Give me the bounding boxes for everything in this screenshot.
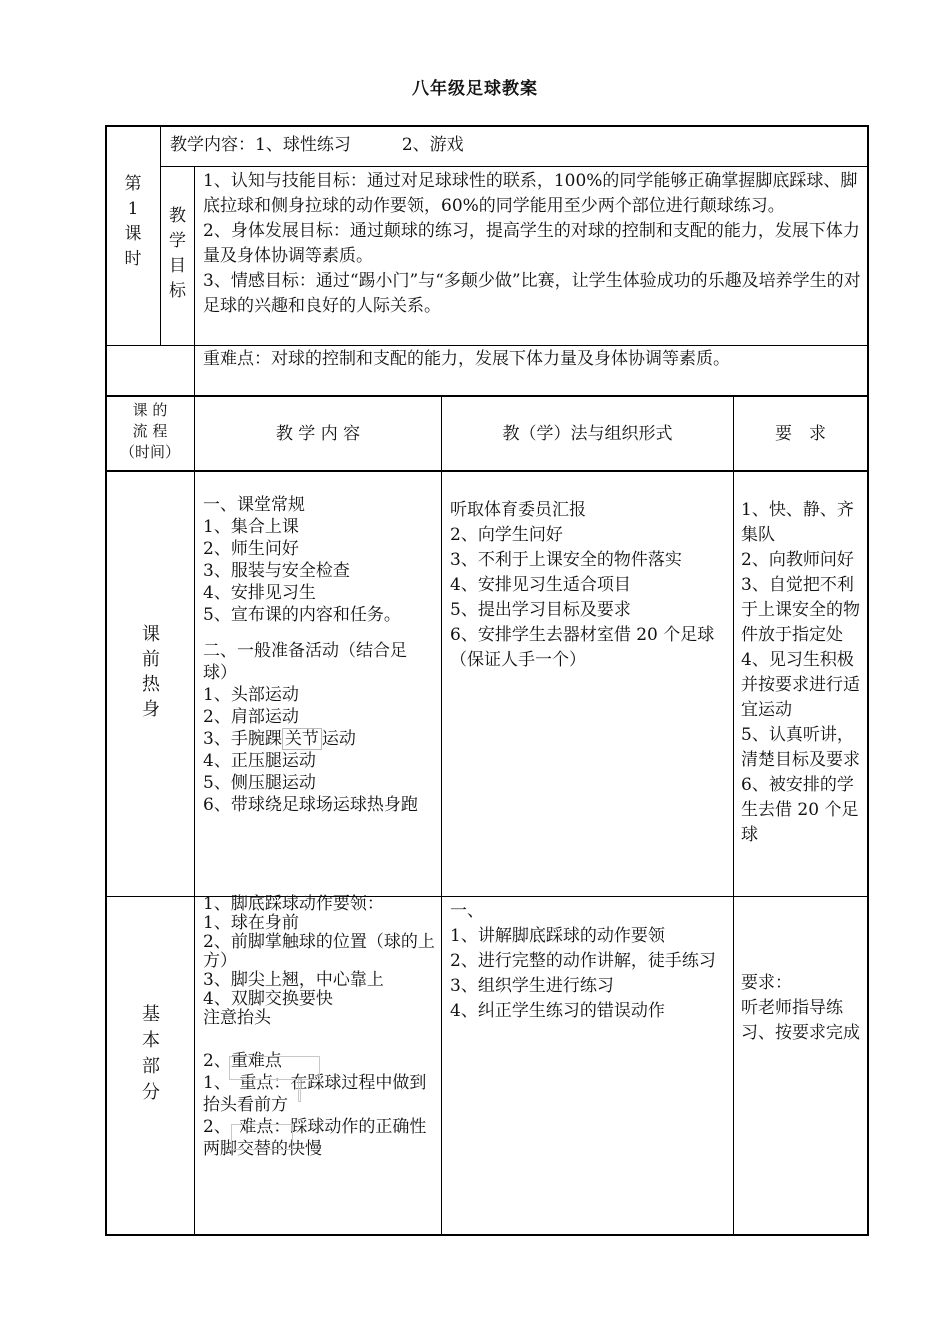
teaching-content-line: 教学内容：1、球性练习 2、游戏 xyxy=(170,135,464,155)
basic-content xyxy=(203,895,439,1160)
basic-technique-list: 1、脚底踩球动作要领： 1、球在身前 2、前脚掌触球的位置（球的上方） 3、脚尖上翘，中心靠上 4、双脚交换要快 注意抬头 xyxy=(203,894,435,1028)
divider xyxy=(733,396,734,1235)
table-border-left xyxy=(105,125,107,1236)
warmup-routine: 一、课堂常规 1、集合上课 2、师生问好 3、服装与安全检查 4、安排见习生 5、宣布课的内容和任务。 xyxy=(203,495,401,625)
warmup-item-text: 运动 xyxy=(321,729,356,749)
warmup-item-text: 3、手腕踝 xyxy=(203,729,282,749)
table-border-right xyxy=(867,125,869,1236)
divider xyxy=(106,395,868,397)
divider xyxy=(160,166,868,167)
header-requirements: 要 求 xyxy=(775,424,826,444)
warmup-requirements: 1、快、静、齐集队 2、向教师问好 3、自觉把不利于上课安全的物件放于指定处 4、见习生积极并按要求进行适宜运动 5、认真听讲，清楚目标及要求 6、被安排的学生去借 20 个足球 xyxy=(741,500,860,845)
warmup-activity-list: 二、一般准备活动（结合足球） 1、头部运动 2、肩部运动 xyxy=(203,641,407,727)
teaching-goals-label: 教 学 目 标 xyxy=(169,206,186,301)
header-teaching-method: 教（学）法与组织形式 xyxy=(502,424,673,444)
header-teaching-content: 教 学 内 容 xyxy=(275,424,361,444)
joint-word-box: 关节 xyxy=(282,728,322,750)
lesson-number-label: 第 1 课 时 xyxy=(124,174,142,269)
warmup-activity-list: 4、正压腿运动 5、侧压腿运动 6、带球绕足球场运球热身跑 xyxy=(203,751,418,815)
basic-keypoints-heading: 2、重难点 xyxy=(203,1051,282,1071)
divider xyxy=(106,470,868,472)
table-border-bottom xyxy=(105,1234,869,1236)
page-title: 八年级足球教案 xyxy=(412,79,538,99)
divider xyxy=(106,345,868,346)
teaching-goals-text: 1、认知与技能目标：通过对足球球性的联系，100%的同学能够正确掌握脚底踩球、脚底拉球和侧身拉球的动作要领，60%的同学能用至少两个部位进行颠球练习。 2、身体发展目标：通过颠球的练习，提高学生的对球的控制和支配的能力，发展下体力量及身体协调等素质。 3、情感目标：通过“踢小门”与“多颠少做”比赛，让学生体验成功的乐趣及培养学生的对足球的兴趣和良好的人际关系。 xyxy=(203,171,861,316)
basic-keypoints-text: 1、 重点：在踩球过程中做到抬头看前方 2、 难点：踩球动作的正确性两脚交替的快慢 xyxy=(203,1073,427,1159)
key-difficult-points: 重难点：对球的控制和支配的能力，发展下体力量及身体协调等素质。 xyxy=(203,349,730,369)
basic-method: 一、 1、讲解脚底踩球的动作要领 2、进行完整的动作讲解，徒手练习 3、组织学生进行练习 4、纠正学生练习的错误动作 xyxy=(450,901,716,1021)
basic-requirements: 要求： 听老师指导练习、按要求完成 xyxy=(741,973,860,1043)
warmup-method: 听取体育委员汇报 2、向学生问好 3、不利于上课安全的物件落实 4、安排见习生适合项目 5、提出学习目标及要求 6、安排学生去器材室借 20 个足球（保证人手一个） xyxy=(450,500,715,670)
text-box-outline xyxy=(298,1078,301,1102)
text-box-outline xyxy=(231,1124,293,1150)
table-border-top xyxy=(105,125,869,127)
divider xyxy=(160,126,161,345)
divider xyxy=(441,396,442,1235)
text-box-outline xyxy=(229,1056,320,1080)
basic-part-label: 基 本 部 分 xyxy=(142,1004,160,1103)
warmup-activity-item xyxy=(203,728,439,750)
divider xyxy=(194,471,195,1235)
header-flow-time: 课 的 流 程 （时间） xyxy=(119,401,180,461)
warmup-content xyxy=(203,494,439,816)
warmup-label: 课 前 热 身 xyxy=(142,624,160,720)
